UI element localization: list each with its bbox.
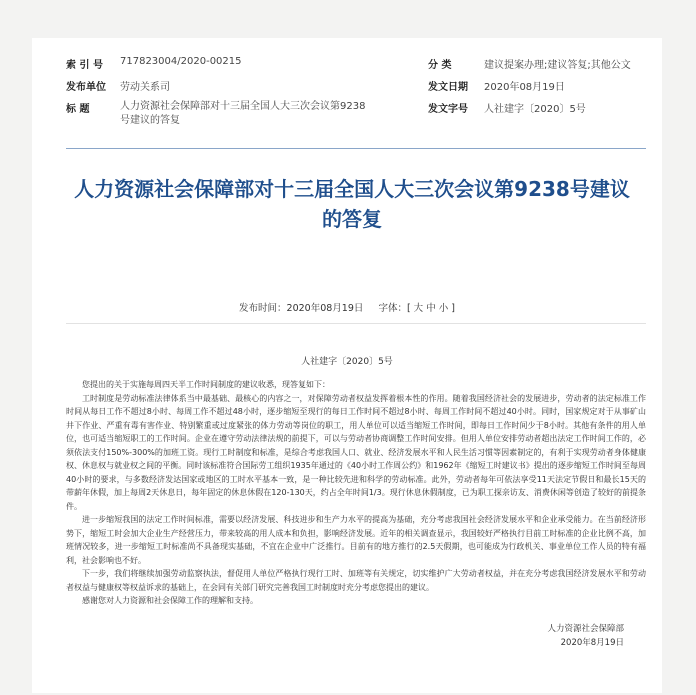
- issuer-label: 发布单位: [66, 82, 106, 93]
- title-label: 标 题: [66, 104, 90, 115]
- metadata-table: [66, 56, 646, 136]
- signature-block: [547, 622, 624, 650]
- index-value: 717823004/2020-00215: [120, 56, 242, 67]
- meta-row-title: [66, 100, 646, 136]
- category-value: 建议提案办理;建议答复;其他公文: [484, 60, 631, 71]
- meta-row-index: [66, 56, 646, 78]
- publish-time: [239, 303, 363, 314]
- font-size-label: 字体：: [378, 303, 407, 314]
- font-size-control: [378, 303, 455, 314]
- signature-org: 人力资源社会保障部: [547, 624, 624, 634]
- content-divider: [66, 323, 646, 324]
- header-divider: [66, 148, 646, 149]
- document-title: 人力资源社会保障部对十三届全国人大三次会议第9238号建议的答复: [74, 177, 630, 231]
- body-paragraph: 进一步缩短我国的法定工作时间标准，需要以经济发展、科技进步和生产力水平的提高为基础，充分考虑我国社会经济发展水平和企业承受能力。在当前经济形势下，缩短工时会加大企业生产经营压力，带来较高的用人成本和负担，影响经济发展。近年的相关调查显示，我国较好严格执行目前工时标准的企业比例不高，加班情况较多，进一步缩短工时标准尚不具备现实基础，不宜在企业中广泛推行。目前有的地方推行的2.5天假期，也可能成为行政机关、事业单位工作人员的特有福利，社会影响也不好。: [66, 515, 646, 565]
- date-value: 2020年08月19日: [484, 82, 565, 93]
- date-label: 发文日期: [428, 82, 468, 93]
- document-number: 人社建字〔2020〕5号: [301, 357, 393, 367]
- document-body: [66, 378, 646, 608]
- font-size-options[interactable]: [ 大 中 小 ]: [406, 303, 455, 314]
- body-paragraph: 您提出的关于实施每周四天半工作时间制度的建议收悉，现答复如下：: [82, 380, 330, 389]
- meta-row-issuer: [66, 78, 646, 100]
- publish-info: [32, 300, 662, 314]
- publish-time-label: 发布时间：: [239, 303, 287, 314]
- publish-time-value: 2020年08月19日: [286, 303, 364, 314]
- category-label: 分 类: [428, 60, 452, 71]
- body-paragraph: 工时制度是劳动标准法律体系当中最基础、最核心的内容之一，对保障劳动者权益发挥着根本性的作用。随着我国经济社会的发展进步，劳动者的法定标准工作时间从每日工作不超过8小时、每周工作不超过48小时，逐步缩短至现行的每日工作时间不超过8小时、每周工作时间不超过40小时。同时，国家规定对于从事矿山井下作业、严重有毒有害作业、特别繁重或过度紧张的体力劳动等岗位的职工，用人单位可以适当缩短工作时间，即每日工作时间少于8小时。其他有条件的用人单位，也可适当缩短职工的工作时间。企业在遵守劳动法律法规的前提下，可以与劳动者协商调整工作时间安排。但用人单位安排劳动者超出法定工作时间工作的，必须依法支付150%-300%的加班工资。现行工时制度和标准，是综合考虑我国人口、就业、经济发展水平和人民生活习惯等因素制定的，有利于实现劳动者身体健康权、休息权与就业权之间的平衡。同时该标准符合国际劳工组织1935年通过的《40小时工作周公约》和1962年《缩短工时建议书》提出的逐步缩短工作时间至每周40小时的要求，与多数经济发达国家或地区的工时水平基本一致，是一种比较先进和科学的劳动标准。此外，劳动者每年可依法享受11天法定节假日和最长15天的带薪年休假，加上每周2天休息日，每年固定的休息休假在120-130天，约占全年时间1/3。现行休息休假制度，已为职工探亲访友、消费休闲等创造了较好的前提条件。: [66, 393, 646, 511]
- document-paper: [32, 38, 662, 693]
- body-paragraph: 感谢您对人力资源和社会保障工作的理解和支持。: [82, 596, 258, 605]
- body-paragraph: 下一步，我们将继续加强劳动监察执法，督促用人单位严格执行现行工时、加班等有关规定，切实维护广大劳动者权益，并在充分考虑我国经济发展水平和劳动者权益与健康权等权益诉求的基础上，在会同有关部门研究完善我国工时制度时充分考虑您提出的建议。: [66, 569, 646, 592]
- index-label: 索 引 号: [66, 60, 103, 71]
- docnum-label: 发文字号: [428, 104, 468, 115]
- issuer-value: 劳动关系司: [120, 82, 170, 93]
- docnum-value: 人社建字〔2020〕5号: [484, 104, 586, 115]
- title-value: 人力资源社会保障部对十三届全国人大三次会议第9238号建议的答复: [120, 101, 366, 126]
- signature-date: 2020年8月19日: [560, 638, 624, 648]
